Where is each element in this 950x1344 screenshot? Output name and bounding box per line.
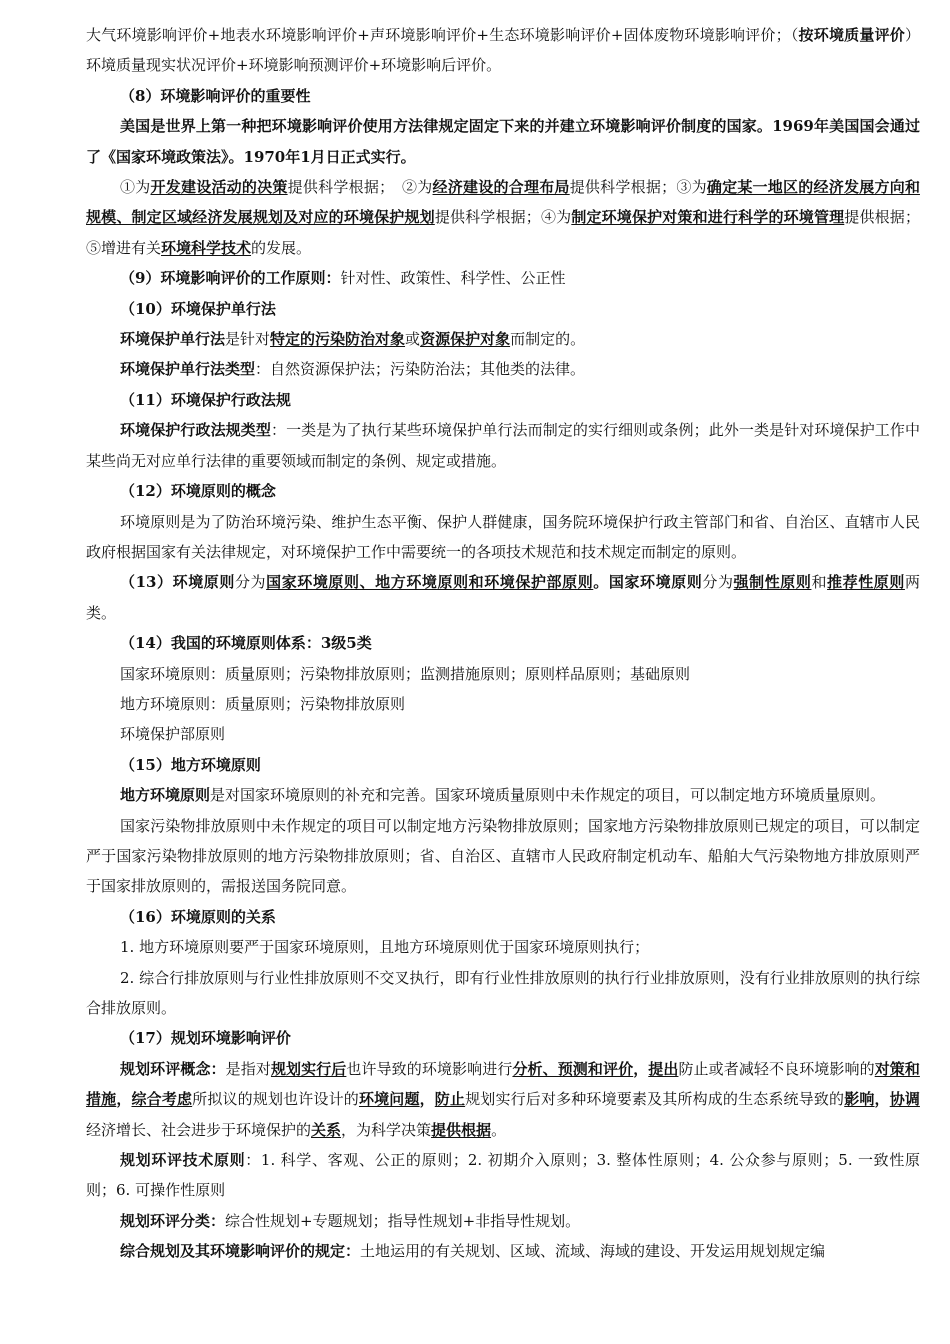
body-text: ：自然资源保护法；污染防治法；其他类的法律。: [255, 360, 586, 379]
para-local-principles: [86, 780, 920, 810]
bold-text: 综合规划及其环境影响评价的规定：: [120, 1242, 361, 1261]
para-principle-concept: [86, 507, 920, 568]
line-national-principles: [86, 659, 920, 689]
line-local-principles: [86, 689, 920, 719]
body-text: 环境原则是为了防治环境污染、维护生态平衡、保护人群健康，国务院环境保护行政主管部门和省、自治区、直辖市人民政府根据国家有关法律规定，对环境保护工作中需要统一的各项技术规范和技术规定而制定的原则。: [86, 512, 920, 561]
line-ministry-principles: [86, 719, 920, 749]
body-text: 所拟议的规划也许设计的: [192, 1090, 359, 1109]
emphasis-text: 分析、预测和评价: [512, 1059, 634, 1078]
bold-text: 规划环评技术原则: [120, 1151, 246, 1170]
body-text: 防止或者减轻不良环境影响的: [678, 1059, 875, 1078]
body-text: ①为: [120, 178, 151, 197]
body-text: 提供根据；⑤增进有关: [86, 208, 920, 257]
bold-text: 美国是世界上第一种把环境影响评价使用方法律规定固定下来的并建立环境影响评价制度的国家。1969年美国国会通过了《国家环境政策法》。1970年1月日正式实行。: [86, 117, 920, 166]
bold-text: ，: [116, 1090, 132, 1109]
body-text: 经济增长、社会进步于环境保护的: [86, 1120, 312, 1139]
body-text: （14）我国的环境原则体系：3级5类: [120, 634, 372, 653]
emphasis-text: 关系: [311, 1120, 342, 1139]
body-text: 综合性规划+专题规划；指导性规划+非指导性规划。: [225, 1211, 581, 1230]
bold-text: 规划环评分类：: [120, 1211, 226, 1230]
body-text: 针对性、政策性、科学性、公正性: [340, 269, 566, 288]
heading-15: [86, 750, 920, 780]
bold-text: 环境保护行政法规类型: [120, 421, 271, 440]
body-text: 提供科学根据；③为: [569, 178, 707, 197]
bold-text: 环境保护单行法: [120, 330, 226, 349]
para-relation-2: [86, 963, 920, 1024]
para-single-law-types: [86, 354, 920, 384]
body-text: 而制定的。: [510, 330, 586, 349]
body-text: 大气环境影响评价+地表水环境影响评价+声环境影响评价+生态环境影响评价+固体废物环境影响评价；（: [86, 26, 799, 44]
emphasis-text: 开发建设活动的决策: [150, 178, 288, 197]
para-planning-eia-concept: [86, 1054, 920, 1145]
body-text: 也许导致的环境影响进行: [346, 1059, 513, 1078]
body-text: 规划实行后对多种环境要素及其所构成的生态系统导致的: [465, 1090, 845, 1109]
bold-text: 规划环评概念：: [120, 1059, 226, 1078]
emphasis-text: 防止: [434, 1090, 466, 1109]
heading-10: [86, 294, 920, 324]
body-text: ：1. 科学、客观、公正的原则；2. 初期介入原则；3. 整体性原则；4. 公众参与原则；5. 一致性原则；6. 可操作性原则: [86, 1151, 920, 1200]
body-text: 分为: [702, 573, 734, 592]
emphasis-text: 环境问题: [358, 1090, 420, 1109]
heading-16: [86, 902, 920, 932]
body-text: 和: [811, 573, 828, 592]
emphasis-text: 推荐性原则: [827, 573, 905, 592]
emphasis-text: 经济建设的合理布局: [432, 178, 570, 197]
heading-9: [86, 263, 920, 293]
bold-text: 环境保护单行法类型: [120, 360, 256, 379]
body-text: 两类。: [86, 573, 920, 622]
bold-text: 地方环境原则: [120, 786, 211, 805]
emphasis-text: 强制性原则: [733, 573, 812, 592]
body-text: 或: [405, 330, 421, 349]
body-text: 的发展。: [251, 238, 312, 257]
body-text: 分为: [234, 573, 267, 592]
body-text: ）环境质量现实状况评价+环境影响预测评价+环境影响后评价。: [86, 26, 920, 75]
bold-text: 按环境质量评价: [798, 26, 905, 44]
bold-text: （13）环境原则: [120, 573, 235, 592]
body-text: （16）环境原则的关系: [120, 907, 276, 926]
body-text: 是指对: [225, 1059, 271, 1078]
heading-17: [86, 1023, 920, 1053]
para-single-law: [86, 324, 920, 354]
body-text: 国家环境原则：质量原则；污染物排放原则；监测措施原则；原则样品原则；基础原则: [120, 664, 691, 683]
heading-12: [86, 476, 920, 506]
body-text: ：一类是为了执行某些环境保护单行法而制定的实行细则或条例；此外一类是针对环境保护工作中某些尚无对应单行法律的重要领域而制定的条例、规定或措施。: [86, 421, 920, 470]
body-text: 是对国家环境原则的补充和完善。国家环境质量原则中未作规定的项目，可以制定地方环境质量原则。: [210, 786, 886, 805]
emphasis-text: 规划实行后: [270, 1059, 347, 1078]
body-text: 。: [491, 1120, 507, 1139]
emphasis-text: 影响: [844, 1090, 875, 1109]
heading-8: [86, 81, 920, 111]
para-planning-eia-principles: [86, 1145, 920, 1206]
para-planning-eia-types: [86, 1206, 920, 1236]
body-text: ，为科学决策: [341, 1120, 432, 1139]
emphasis-text: 提出: [648, 1059, 679, 1078]
body-text: 国家污染物排放原则中未作规定的项目可以制定地方污染物排放原则；国家地方污染物排放原则已规定的项目，可以制定严于国家污染物排放原则的地方污染物排放原则；省、自治区、直辖市人民政府制定机动车、船舶大气污染物地方排放原则严于国家排放原则的，需报送国务院同意。: [86, 816, 920, 896]
body-text: 1. 地方环境原则要严于国家环境原则，且地方环境原则优于国家环境原则执行；: [120, 938, 650, 957]
body-text: （8）环境影响评价的重要性: [120, 86, 311, 105]
emphasis-text: 特定的污染防治对象: [270, 330, 406, 349]
emphasis-text: 国家环境原则、地方环境原则和环境保护部原则: [266, 573, 594, 592]
para-importance-list: [86, 172, 920, 263]
body-text: （17）规划环境影响评价: [120, 1029, 291, 1048]
heading-13: [86, 567, 920, 628]
para-usa-first: [86, 111, 920, 172]
body-text: 2. 综合行排放原则与行业性排放原则不交叉执行，即有行业性排放原则的执行行业排放原则，没有行业排放原则的执行综合排放原则。: [86, 968, 920, 1017]
body-text: 提供科学根据；④为: [434, 208, 572, 227]
emphasis-text: 环境科学技术: [161, 238, 252, 257]
para-local-emission: [86, 811, 920, 902]
bold-text: ，: [419, 1090, 435, 1109]
body-text: （12）环境原则的概念: [120, 482, 276, 501]
body-text: （11）环境保护行政法规: [120, 390, 291, 409]
emphasis-text: 综合考虑: [131, 1090, 193, 1109]
body-text: （15）地方环境原则: [120, 755, 261, 774]
bold-text: ，: [874, 1090, 890, 1109]
emphasis-text: 协调: [889, 1090, 920, 1109]
emphasis-text: 提供根据: [431, 1120, 492, 1139]
body-text: 环境保护部原则: [120, 725, 226, 744]
body-text: 提供科学根据； ②为: [287, 178, 433, 197]
para-relation-1: [86, 932, 920, 962]
body-text: 土地运用的有关规划、区域、流域、海域的建设、开发运用规划规定编: [360, 1242, 826, 1261]
bold-text: ，: [633, 1059, 649, 1078]
heading-11: [86, 385, 920, 415]
body-text: （10）环境保护单行法: [120, 299, 276, 318]
emphasis-text: 确定某一地区的经济发展方向和规模、制定区域经济发展规划及对应的环境保护规划: [86, 178, 920, 227]
emphasis-text: 制定环境保护对策和进行科学的环境管理: [571, 208, 845, 227]
para-comprehensive-planning: [86, 1236, 920, 1266]
emphasis-text: 对策和措施: [86, 1059, 920, 1109]
para-admin-regs: [86, 415, 920, 476]
body-text: 是针对: [225, 330, 271, 349]
bold-text: （9）环境影响评价的工作原则：: [120, 269, 341, 288]
bold-text: 。国家环境原则: [593, 573, 703, 592]
body-text: 地方环境原则：质量原则；污染物排放原则: [120, 694, 406, 713]
para-eia-categories: [86, 20, 920, 81]
heading-14: [86, 628, 920, 658]
emphasis-text: 资源保护对象: [420, 330, 511, 349]
